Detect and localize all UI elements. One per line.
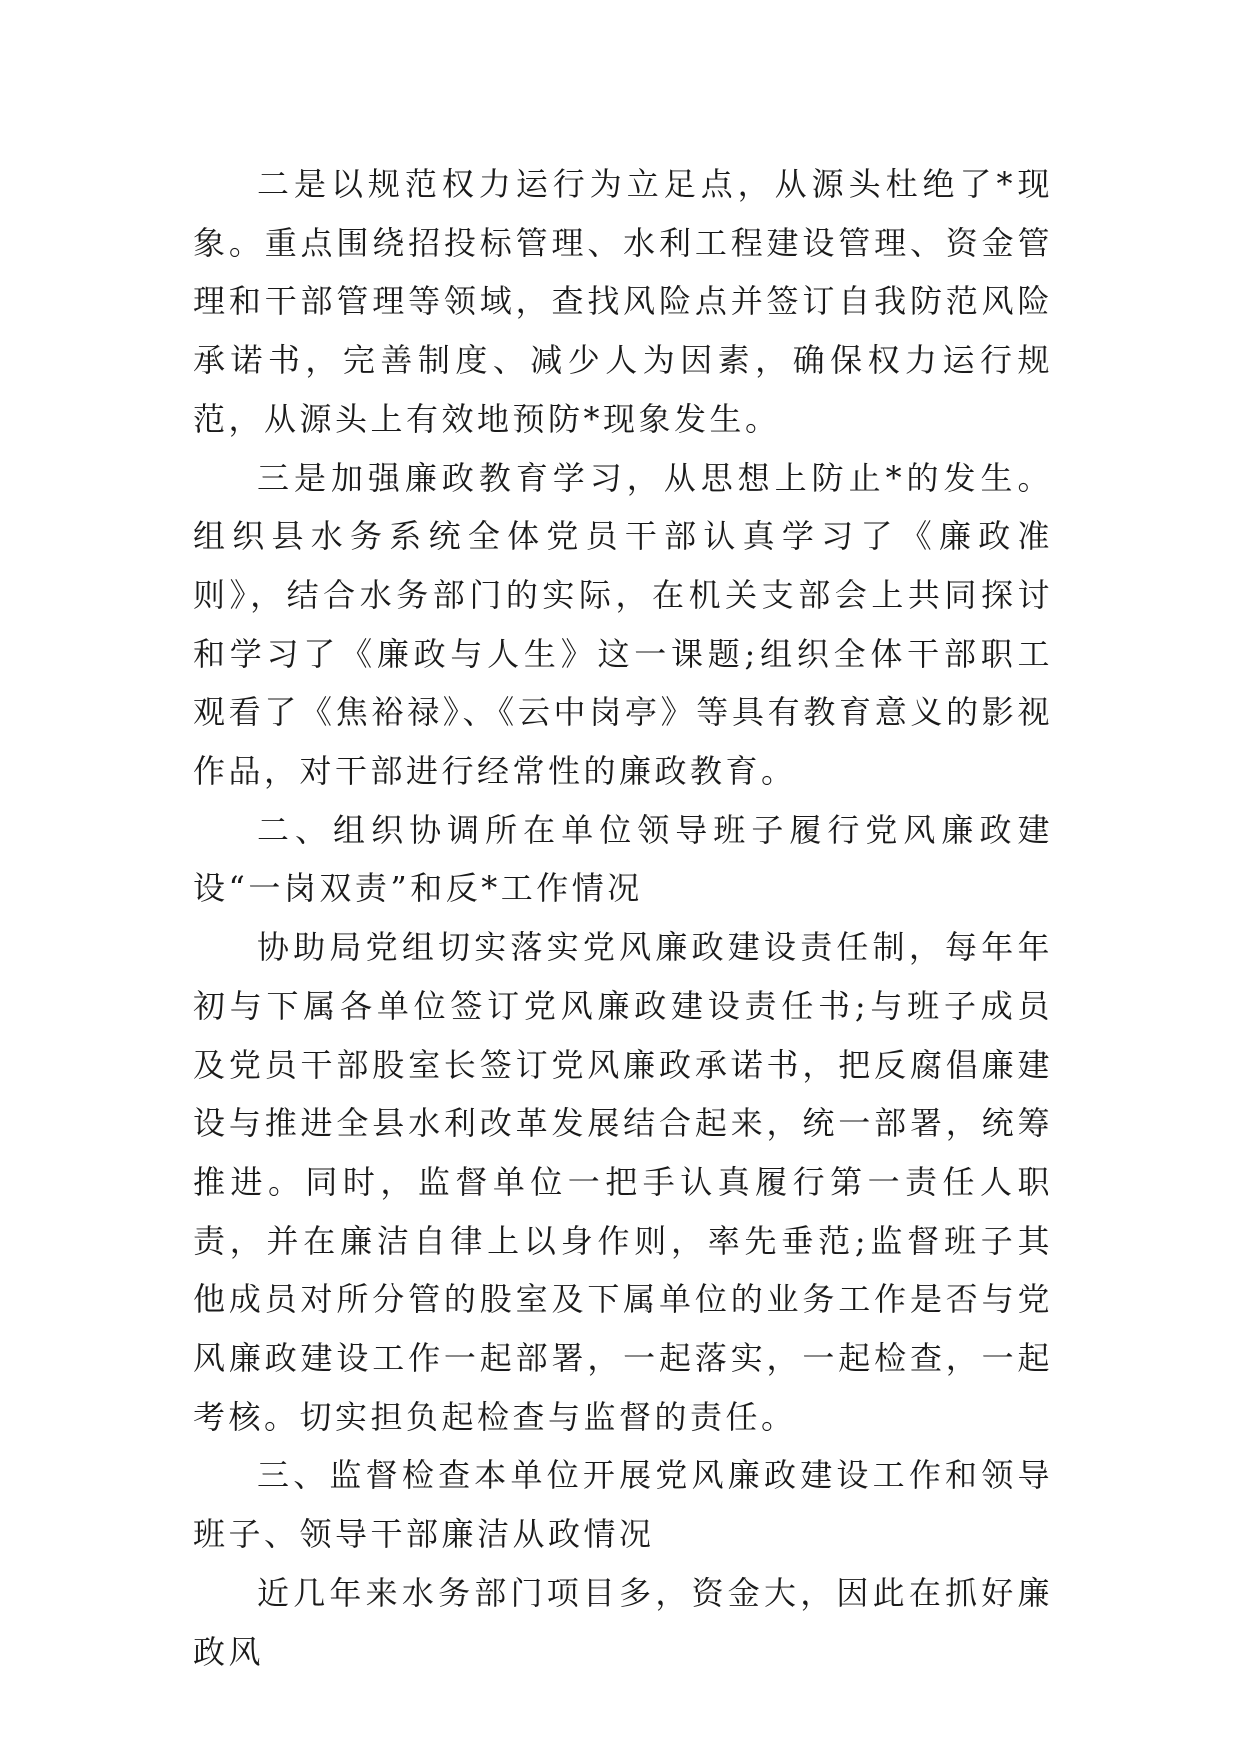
document-body xyxy=(193,155,1053,1681)
paragraph-projects-funds: 近几年来水务部门项目多，资金大，因此在抓好廉政风 xyxy=(193,1573,1053,1671)
paragraph-integrity-education: 三是加强廉政教育学习，从思想上防止*的发生。组织县水务系统全体党员干部认真学习了《廉政准则》，结合水务部门的实际，在机关支部会上共同探讨和学习了《廉政与人生》这一课题;组织全体干部职工观看了《焦裕禄》、《云中岗亭》等具有教育意义的影视作品，对干部进行经常性的廉政教育。 xyxy=(193,458,1053,791)
paragraph-power-regulation: 二是以规范权力运行为立足点，从源头杜绝了*现象。重点围绕招投标管理、水利工程建设管理、资金管理和干部管理等领域，查找风险点并签订自我防范风险承诺书，完善制度、减少人为因素，确保权力运行规范，从源头上有效地预防*现象发生。 xyxy=(193,165,1053,438)
paragraph-responsibility-system: 协助局党组切实落实党风廉政建设责任制，每年年初与下属各单位签订党风廉政建设责任书;与班子成员及党员干部股室长签订党风廉政承诺书，把反腐倡廉建设与推进全县水利改革发展结合起来，统一部署，统筹推进。同时，监督单位一把手认真履行第一责任人职责，并在廉洁自律上以身作则，率先垂范;监督班子其他成员对所分管的股室及下属单位的业务工作是否与党风廉政建设工作一起部署，一起落实，一起检查，一起考核。切实担负起检查与监督的责任。 xyxy=(193,928,1053,1436)
section-heading-two: 二、组织协调所在单位领导班子履行党风廉政建设“一岗双责”和反*工作情况 xyxy=(193,810,1053,908)
section-heading-three: 三、监督检查本单位开展党风廉政建设工作和领导班子、领导干部廉洁从政情况 xyxy=(193,1456,1053,1554)
